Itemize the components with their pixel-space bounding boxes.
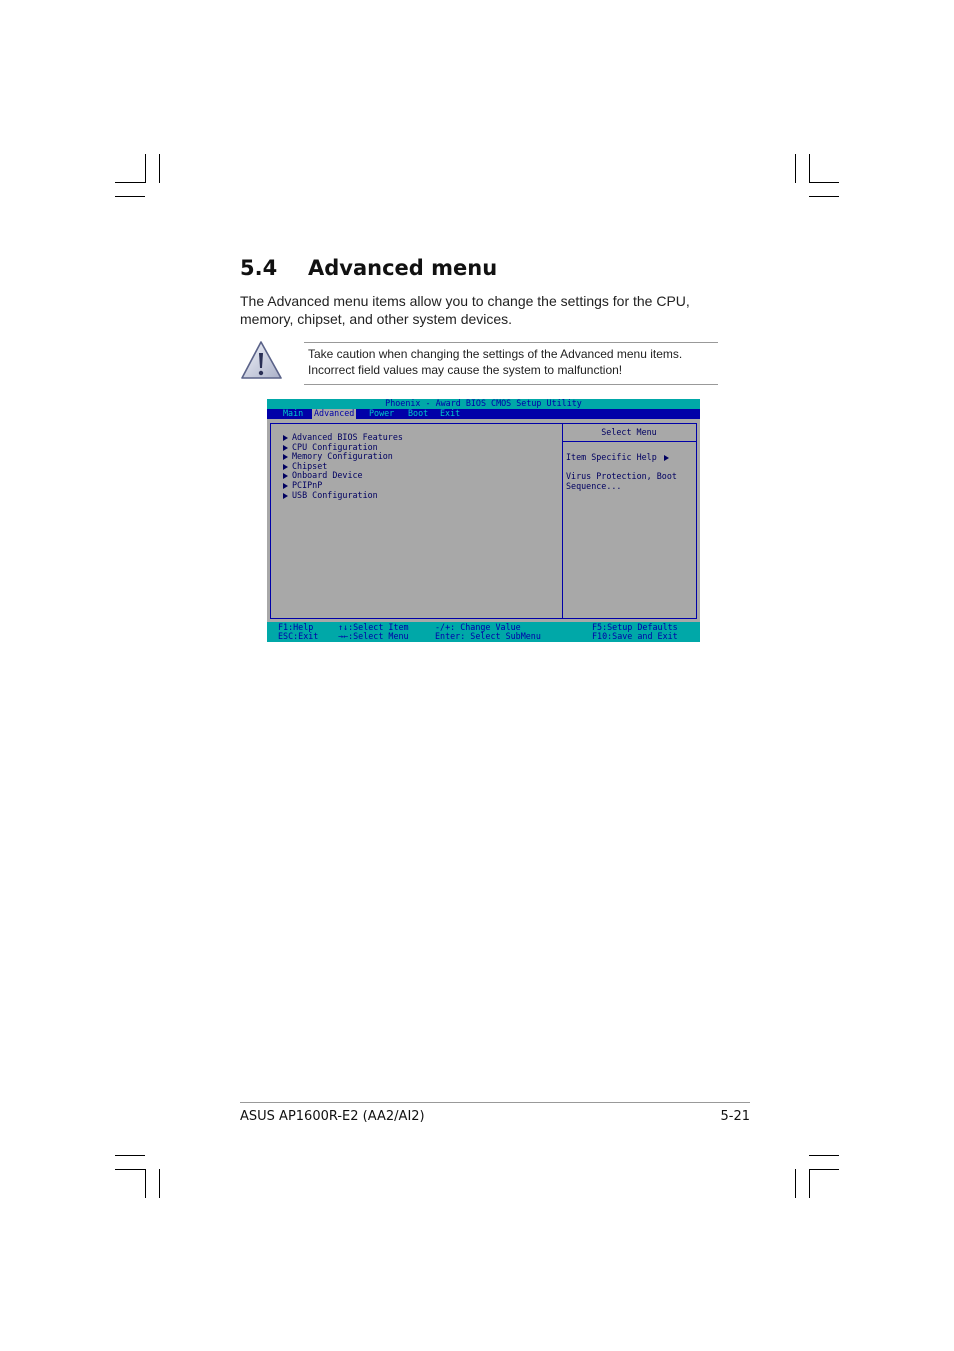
menu-item-advanced-bios-features[interactable]: Advanced BIOS Features [283,433,403,443]
submenu-arrow-icon [283,464,288,470]
menu-item-usb-configuration[interactable]: USB Configuration [283,491,403,501]
crop-mark [145,1169,146,1198]
caution-line-2: Incorrect field values may cause the system to malfunction! [308,362,623,377]
tab-exit[interactable]: Exit [440,408,461,418]
caution-rule-bottom [304,384,718,385]
crop-mark [809,154,810,183]
section-number: 5.4 [240,256,278,280]
submenu-arrow-icon [283,473,288,479]
key-select-menu: →←:Select Menu [338,631,409,641]
crop-mark [809,182,839,183]
key-help: F1:Help [278,622,314,632]
bios-footer-bar [267,622,700,642]
footer-product-name: ASUS AP1600R-E2 (AA2/AI2) [240,1109,425,1124]
bios-main-panel [270,423,563,619]
menu-item-onboard-device[interactable]: Onboard Device [283,471,403,481]
tab-power[interactable]: Power [369,408,395,418]
crop-mark [159,154,160,183]
help-desc-line-1: Virus Protection, Boot [566,471,677,481]
help-header [562,424,696,442]
help-header-label: Select Menu [601,427,657,437]
caution-line-1: Take caution when changing the settings of the Advanced menu items. [308,347,683,361]
section-heading [240,256,497,280]
footer-rule [240,1102,750,1103]
menu-item-chipset[interactable]: Chipset [283,462,403,472]
section-title: Advanced menu [308,256,498,280]
key-exit: ESC:Exit [278,631,319,641]
tab-main[interactable]: Main [283,408,304,418]
tab-advanced[interactable]: Advanced [314,408,355,418]
tab-boot[interactable]: Boot [408,408,429,418]
submenu-arrow-icon [283,493,288,499]
menu-item-memory-configuration[interactable]: Memory Configuration [283,452,403,462]
caution-text [308,347,718,378]
menu-item-cpu-configuration[interactable]: CPU Configuration [283,443,403,453]
crop-mark [809,1155,839,1156]
key-save-exit: F10:Save and Exit [592,631,678,641]
key-select-submenu: Enter: Select SubMenu [435,631,541,641]
crop-mark [145,154,146,183]
bios-menubar [267,409,700,419]
crop-mark [809,1169,810,1198]
key-select-item: ↑↓:Select Item [338,622,409,632]
crop-mark [115,196,145,197]
submenu-arrow-icon [283,435,288,441]
submenu-arrow-icon [283,454,288,460]
intro-paragraph: The Advanced menu items allow you to change the settings for the CPU, memory, chipset, and other system devices. [240,293,690,327]
key-change-value: -/+: Change Value [435,622,521,632]
submenu-arrow-icon [664,455,669,461]
crop-mark [115,182,145,183]
crop-mark [159,1169,160,1198]
help-desc-line-2: Sequence... [566,481,622,491]
submenu-arrow-icon [283,445,288,451]
submenu-arrow-icon [283,483,288,489]
bios-title: Phoenix - Award BIOS CMOS Setup Utility [267,399,700,409]
bios-menu-list [283,433,403,500]
menu-item-pcipnp[interactable]: PCIPnP [283,481,403,491]
bios-help-panel [562,423,697,619]
crop-mark [115,1155,145,1156]
footer-page-number: 5-21 [720,1109,750,1124]
warning-triangle-icon [240,340,284,382]
caution-rule-top [304,342,718,343]
crop-mark [809,196,839,197]
bios-screen [267,399,700,642]
key-setup-defaults: F5:Setup Defaults [592,622,678,632]
crop-mark [115,1169,145,1170]
crop-mark [795,1169,796,1198]
item-specific-help: Item Specific Help [566,453,673,463]
crop-mark [809,1169,839,1170]
crop-mark [795,154,796,183]
